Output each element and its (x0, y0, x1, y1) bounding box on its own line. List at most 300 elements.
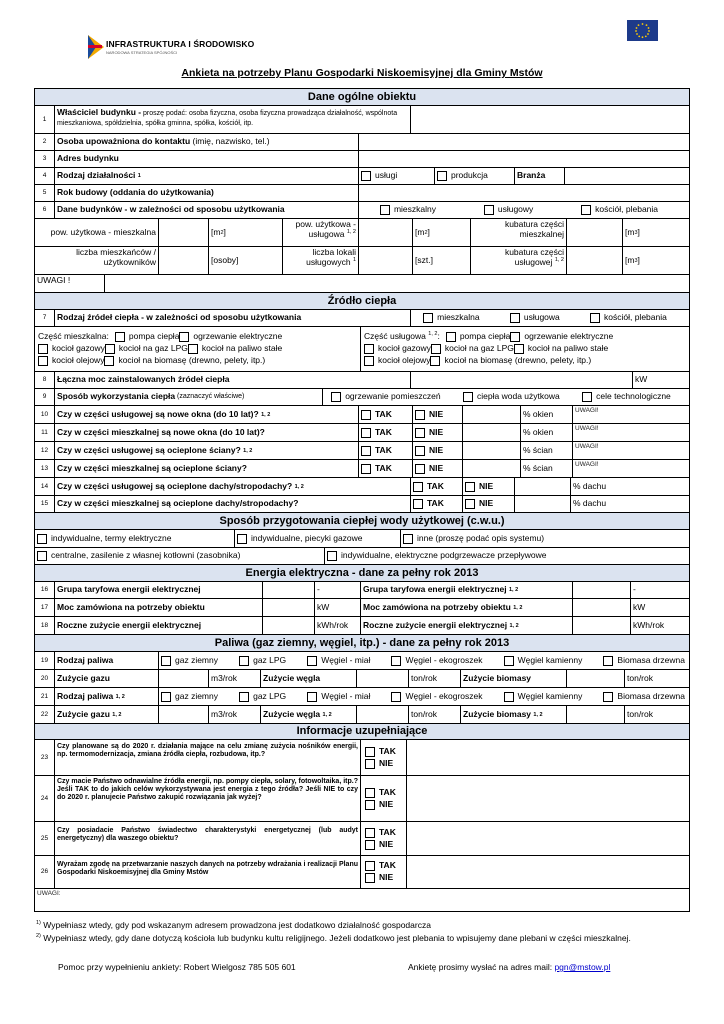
unit-m3-year: m3/rok (209, 706, 261, 723)
opt-gas-boiler[interactable] (364, 344, 431, 354)
checkbox[interactable] (361, 464, 371, 474)
checkbox[interactable] (510, 332, 520, 342)
opt-oil-boiler[interactable] (38, 356, 104, 366)
row-1 (35, 106, 689, 134)
option-label: Węgiel kamienny (517, 690, 583, 701)
fuel-hard-coal[interactable] (504, 656, 583, 666)
percent-field[interactable] (463, 406, 521, 423)
label-text: Zużycie węgla (263, 708, 321, 719)
remarks-field[interactable] (105, 275, 689, 292)
option-label: gaz LPG (253, 690, 287, 701)
section-title: Paliwa (gaz ziemny, węgiel, itp.) - dane za pełny rok 2013 (35, 635, 689, 651)
answer-no[interactable] (365, 840, 393, 850)
checkbox[interactable] (391, 692, 401, 702)
checkbox[interactable] (239, 692, 249, 702)
checkbox[interactable] (37, 551, 47, 561)
build-year-field[interactable] (359, 185, 689, 201)
row-number: 26 (35, 856, 55, 888)
unit-m3: [m 3 ] (625, 226, 640, 237)
checkbox[interactable] (415, 446, 425, 456)
answer-yes[interactable] (365, 828, 396, 838)
area-services-label (283, 219, 359, 246)
row-number: 15 (35, 496, 55, 512)
checkbox[interactable] (361, 428, 371, 438)
tariff-label: Grupa taryfowa energii elektrycznej (55, 582, 263, 598)
activity-production[interactable] (435, 168, 515, 184)
option-label: indywidualne, termy elektryczne (51, 532, 172, 543)
remarks-final[interactable]: UWAGI: (37, 890, 61, 897)
answer-no[interactable] (413, 442, 463, 459)
opt-oil-boiler[interactable] (364, 356, 430, 366)
checkbox[interactable] (37, 534, 47, 544)
checkbox[interactable] (188, 344, 198, 354)
checkbox[interactable] (510, 313, 520, 323)
question-label: Czy w części usługowej są ocieplone dachy/stropodachy? 1, 2 (55, 478, 411, 495)
row-number: 11 (35, 424, 55, 441)
unit-pieces: [szt.] (413, 247, 471, 274)
checkbox[interactable] (331, 392, 341, 402)
checkbox[interactable] (391, 656, 401, 666)
tariff-field[interactable] (263, 582, 315, 598)
option-label: kocioł na biomasę (drewno, pelety, itp.) (118, 355, 266, 366)
coal-use-field[interactable] (357, 670, 409, 687)
unit-ton-year: ton/rok (409, 706, 461, 723)
section-title: Energia elektryczna - dane za pełny rok 2013 (35, 565, 689, 581)
question-text: Czy w części usługowej są nowe okna (do 10 lat)? (57, 408, 259, 419)
row-18 (35, 617, 689, 635)
fuel-lpg[interactable] (239, 692, 286, 702)
coal-use-label: Zużycie węgla 1, 2 (261, 706, 357, 723)
hw-central[interactable] (35, 548, 325, 564)
checkbox[interactable] (465, 482, 475, 492)
answer-yes[interactable] (411, 496, 463, 512)
row-number: 6 (35, 202, 55, 218)
biomass-use-field[interactable] (567, 706, 625, 723)
checkbox[interactable] (115, 332, 125, 342)
option-label: kocioł na gaz LPG (444, 343, 514, 354)
checkbox[interactable] (327, 551, 337, 561)
row-number: 12 (35, 442, 55, 459)
remarks-cell[interactable]: UWAGI! (575, 443, 599, 450)
branch-field[interactable] (565, 168, 689, 184)
checkbox[interactable] (365, 747, 375, 757)
option-label: ciepła woda użytkowa (477, 391, 560, 402)
checkbox[interactable] (415, 464, 425, 474)
answer-yes[interactable] (365, 747, 396, 757)
contact-field[interactable] (359, 134, 689, 150)
row-number: 7 (35, 310, 55, 326)
use-hot-water[interactable] (463, 392, 560, 402)
opt-electric-heating[interactable] (179, 332, 282, 342)
question-label: Czy planowane są do 2020 r. działania mające na celu zmianę zużycia nośników energii, np. termomodernizacja, zmiana źródła ciepła, rozbudowa, itp.? (55, 740, 361, 775)
fuel-hard-coal[interactable] (504, 692, 583, 702)
percent-field[interactable] (463, 424, 521, 441)
checkbox[interactable] (582, 392, 592, 402)
label-text: pow. użytkowa - usługowa (295, 219, 356, 239)
section-header-heat (35, 293, 689, 310)
hot-water-row-2 (35, 548, 689, 565)
fuel-wood-biomass[interactable] (603, 656, 685, 666)
opt-electric-heating[interactable] (510, 332, 613, 342)
answer-field[interactable] (407, 856, 689, 888)
checkbox[interactable] (590, 313, 600, 323)
fuel-natural-gas[interactable] (161, 692, 218, 702)
option-label: Węgiel - ekogroszek (405, 690, 483, 701)
checkbox[interactable] (603, 692, 613, 702)
percent-field[interactable] (515, 496, 571, 512)
section-header-electricity (35, 565, 689, 582)
area-services-field[interactable] (359, 219, 413, 246)
answer-no[interactable] (365, 759, 393, 769)
checkbox[interactable] (365, 800, 375, 810)
section-header-general (35, 89, 689, 106)
checkbox[interactable] (603, 656, 613, 666)
opt-heat-pump[interactable] (446, 332, 511, 342)
unit-close: ] (637, 226, 640, 237)
fuel-eco-pea[interactable] (391, 656, 482, 666)
checkbox[interactable] (431, 344, 441, 354)
branch-label: Branża (515, 168, 565, 184)
ordered-power-label: Moc zamówiona na potrzeby obiektu (55, 599, 263, 616)
answer-no[interactable] (463, 478, 515, 495)
label-hint: (zaznaczyć właściwe) (175, 392, 245, 400)
opt-lpg-boiler[interactable] (431, 344, 514, 354)
usage-residential[interactable] (380, 205, 436, 215)
checkbox[interactable] (413, 482, 423, 492)
answer-yes[interactable] (365, 788, 396, 798)
heat-source-label: Rodzaj źródeł ciepła - w zależności od sposobu użytkowania (55, 310, 411, 326)
programme-logo-icon (84, 33, 108, 61)
answer-yes[interactable] (359, 442, 413, 459)
checkbox[interactable] (104, 356, 114, 366)
checkbox[interactable] (415, 428, 425, 438)
footnote-text: Wypełniasz wtedy, gdy pod wskazanym adresem prowadzona jest dodatkowo działalność gospodarcza (43, 920, 431, 930)
owner-label: Właściciel budynku - (57, 107, 142, 117)
checkbox[interactable] (504, 656, 514, 666)
address-label: Adres budynku (55, 151, 359, 167)
footnote-mark: 1) (36, 920, 41, 927)
row-7 (35, 310, 689, 327)
checkbox[interactable] (365, 759, 375, 769)
checkbox[interactable] (361, 171, 371, 181)
gas-use-field[interactable] (159, 706, 209, 723)
heat-church[interactable] (590, 313, 667, 323)
fuel-wood-biomass[interactable] (603, 692, 685, 702)
checkbox[interactable] (364, 356, 374, 366)
answer-yes[interactable] (359, 406, 413, 423)
hw-other[interactable] (401, 530, 689, 547)
premises-field[interactable] (359, 247, 413, 274)
tariff-unit-2: - (633, 584, 636, 595)
checkbox[interactable] (237, 534, 247, 544)
fuel-coal-dust[interactable] (307, 656, 370, 666)
row-12 (35, 442, 689, 460)
option-label: indywidualne, elektryczne podgrzewacze przepływowe (341, 550, 547, 561)
option-label: ogrzewanie elektryczne (524, 331, 614, 342)
row-number: 21 (35, 688, 55, 705)
checkbox[interactable] (105, 344, 115, 354)
heat-source-grid (35, 327, 689, 372)
fuel-natural-gas[interactable] (161, 656, 218, 666)
checkbox[interactable] (161, 692, 171, 702)
checkbox[interactable] (38, 356, 48, 366)
unit-text: [m (625, 226, 635, 237)
ordered-power-field[interactable] (263, 599, 315, 616)
checkbox[interactable] (423, 313, 433, 323)
residents-field[interactable] (159, 247, 209, 274)
option-label: TAK (379, 860, 396, 871)
checkbox[interactable] (361, 446, 371, 456)
label-text: Moc zamówiona na potrzeby obiektu (363, 601, 511, 612)
option-label: gaz ziemny (175, 690, 218, 701)
row-number: 25 (35, 822, 55, 855)
footnote-2 (36, 933, 692, 944)
fuel-options (159, 688, 689, 705)
checkbox[interactable] (413, 499, 423, 509)
checkbox[interactable] (437, 171, 447, 181)
question-label: Czy w części mieszkalnej są nowe okna (do 10 lat)? (55, 424, 359, 441)
answer-no[interactable] (463, 496, 515, 512)
row-number: 5 (35, 185, 55, 201)
option-label: usługowa (523, 312, 560, 323)
percent-unit: % dachu (573, 480, 607, 491)
checkbox[interactable] (484, 205, 494, 215)
question-label: Wyrażam zgodę na przetwarzanie naszych danych na potrzeby wdrażania i realizacji Planu Gospodarki Niskoemisyjnej dla Gminy Mstów (55, 856, 361, 888)
checkbox[interactable] (161, 656, 171, 666)
checkbox[interactable] (380, 205, 390, 215)
opt-solid-fuel-boiler[interactable] (514, 344, 608, 354)
option-label: NIE (429, 426, 444, 437)
row-21 (35, 688, 689, 706)
unit-close: ] (427, 226, 430, 237)
opt-biomass-boiler[interactable] (104, 356, 265, 366)
unit-ton-year: ton/rok (409, 670, 461, 687)
activity-label: Rodzaj działalności 1 (55, 168, 359, 184)
remarks-cell[interactable]: UWAGI! (575, 425, 599, 432)
unit-text: [m (415, 226, 425, 237)
annual-use-label: Roczne zużycie energii elektrycznej (55, 617, 263, 634)
footnote-1 (36, 920, 696, 931)
checkbox[interactable] (364, 344, 374, 354)
row-number: 16 (35, 582, 55, 598)
checkbox[interactable] (239, 656, 249, 666)
answer-no[interactable] (413, 406, 463, 423)
row-number: 2 (35, 134, 55, 150)
option-label: kocioł olejowy (378, 355, 431, 366)
fuel-eco-pea[interactable] (391, 692, 482, 702)
row-13 (35, 460, 689, 478)
checkbox[interactable] (365, 861, 375, 871)
answer-no[interactable] (413, 424, 463, 441)
percent-field[interactable] (515, 478, 571, 495)
opt-solid-fuel-boiler[interactable] (188, 344, 282, 354)
checkbox[interactable] (514, 344, 524, 354)
gas-use-label: Zużycie gazu (55, 670, 159, 687)
label-colon: : (437, 331, 440, 342)
use-technological[interactable] (582, 392, 671, 402)
usage-services[interactable] (484, 205, 533, 215)
residential-line-1 (38, 331, 282, 343)
opt-gas-boiler[interactable] (38, 344, 105, 354)
answer-field[interactable] (407, 822, 689, 855)
row-6 (35, 202, 689, 219)
annual-use-field-2[interactable] (573, 617, 631, 634)
option-label: mieszkalna (437, 312, 480, 323)
row-number: 18 (35, 617, 55, 634)
row-24 (35, 776, 689, 822)
usage-church[interactable] (581, 205, 658, 215)
footnote-mark: 2) (36, 933, 41, 940)
total-power-label: Łączna moc zainstalowanych źródeł ciepła (55, 372, 411, 388)
row-number: 24 (35, 776, 55, 821)
option-label: NIE (429, 444, 444, 455)
hw-flow-heaters[interactable] (325, 548, 689, 564)
question-label: Czy w części usługowej są nowe okna (do 10 lat)? 1, 2 (55, 406, 359, 423)
checkbox[interactable] (465, 499, 475, 509)
contact-label: Osoba upoważniona do kontaktu (57, 136, 191, 147)
section-header-hot-water (35, 513, 689, 530)
heat-residential[interactable] (423, 313, 480, 323)
gas-use-field[interactable] (159, 670, 209, 687)
checkbox[interactable] (504, 692, 514, 702)
checkbox[interactable] (38, 344, 48, 354)
label-text: Rodzaj paliwa (57, 690, 114, 701)
owner-field[interactable] (411, 106, 689, 133)
opt-lpg-boiler[interactable] (105, 344, 188, 354)
row-17 (35, 599, 689, 617)
answer-yes[interactable] (359, 424, 413, 441)
remarks-cell[interactable]: UWAGI! (575, 461, 599, 468)
question-label: Czy w części mieszkalnej są ocieplone dachy/stropodachy? (55, 496, 411, 512)
unit-close: ] (637, 254, 640, 265)
percent-unit: % okien (521, 424, 573, 441)
answer-yes[interactable] (365, 861, 396, 871)
question-text: Czy w części usługowej są ocieplone dachy/stropodachy? (57, 480, 293, 491)
heat-use-options (323, 389, 689, 405)
row-number: 17 (35, 599, 55, 616)
checkbox[interactable] (415, 410, 425, 420)
hw-electric-boilers[interactable] (35, 530, 235, 547)
total-power-field[interactable] (411, 372, 633, 388)
option-label: TAK (375, 444, 392, 455)
row-number: 4 (35, 168, 55, 184)
hot-water-row-1 (35, 530, 689, 548)
option-label: ogrzewanie pomieszczeń (345, 391, 441, 402)
tariff-field-2[interactable] (573, 582, 631, 598)
row-4 (35, 168, 689, 185)
answer-field[interactable] (407, 740, 689, 775)
logo-subtitle: NARODOWA STRATEGIA SPÓJNOŚCI (106, 50, 178, 55)
remarks-cell[interactable]: UWAGI! (575, 407, 599, 414)
answer-no[interactable] (413, 460, 463, 477)
residential-sources (35, 327, 361, 371)
label-text: Część usługowa (364, 331, 426, 342)
checkbox[interactable] (581, 205, 591, 215)
answer-options (361, 776, 407, 821)
answer-no[interactable] (365, 800, 393, 810)
checkbox[interactable] (307, 692, 317, 702)
checkbox[interactable] (463, 392, 473, 402)
opt-heat-pump[interactable] (115, 332, 180, 342)
biomass-use-field[interactable] (567, 670, 625, 687)
coal-use-field[interactable] (357, 706, 409, 723)
checkbox[interactable] (430, 356, 440, 366)
opt-biomass-boiler[interactable] (430, 356, 591, 366)
fuel-coal-dust[interactable] (307, 692, 370, 702)
answer-yes[interactable] (411, 478, 463, 495)
option-label: usługi (375, 170, 398, 181)
checkbox[interactable] (365, 840, 375, 850)
checkbox[interactable] (361, 410, 371, 420)
unit-persons: [osoby] (209, 247, 283, 274)
use-space-heating[interactable] (331, 392, 440, 402)
row-label (55, 106, 411, 133)
ordered-power-field-2[interactable] (573, 599, 631, 616)
row-number: 1 (35, 106, 55, 133)
option-label: NIE (429, 462, 444, 473)
answer-no[interactable] (365, 873, 393, 883)
option-label: kościół, plebania (604, 312, 667, 323)
heat-source-options (411, 310, 689, 326)
row-number: 19 (35, 652, 55, 669)
row-3 (35, 151, 689, 168)
volume-services-field[interactable] (567, 247, 623, 274)
option-label: kościół, plebania (595, 204, 659, 215)
email-link[interactable]: pgn@mstow.pl (554, 962, 611, 972)
build-year-label: Rok budowy (oddania do użytkowania) (55, 185, 359, 201)
checkbox[interactable] (179, 332, 189, 342)
checkbox[interactable] (365, 788, 375, 798)
address-field[interactable] (359, 151, 689, 167)
annual-use-field[interactable] (263, 617, 315, 634)
label-text: kubatura części usługowej (504, 247, 564, 267)
checkbox[interactable] (365, 828, 375, 838)
percent-unit: % ścian (521, 460, 573, 477)
fuel-lpg[interactable] (239, 656, 286, 666)
unit-kw: kW (635, 374, 648, 385)
checkbox[interactable] (307, 656, 317, 666)
fuel-type-label: Rodzaj paliwa (55, 652, 159, 669)
volume-services-label (471, 247, 567, 274)
heat-services[interactable] (510, 313, 560, 323)
area-residential-field[interactable] (159, 219, 209, 246)
option-label: NIE (379, 838, 394, 849)
option-label: mieszkalny (393, 204, 436, 215)
tariff-unit: - (315, 582, 361, 598)
answer-yes[interactable] (359, 460, 413, 477)
answer-field[interactable] (407, 776, 689, 821)
option-label: inne (proszę podać opis systemu) (417, 532, 545, 543)
footnote-mark: 1, 2 (346, 228, 356, 235)
unit-m2: [m 2 ] (413, 219, 471, 246)
checkbox[interactable] (446, 332, 456, 342)
row-5 (35, 185, 689, 202)
ordered-power-label-2: Moc zamówiona na potrzeby obiektu 1, 2 (361, 599, 573, 616)
hw-gas-heaters[interactable] (235, 530, 401, 547)
checkbox[interactable] (403, 534, 413, 544)
row-number: 9 (35, 389, 55, 405)
percent-field[interactable] (463, 460, 521, 477)
checkbox[interactable] (365, 873, 375, 883)
send-info (408, 962, 610, 973)
volume-residential-field[interactable] (567, 219, 623, 246)
activity-services[interactable] (359, 168, 435, 184)
biomass-use-label: Zużycie biomasy 1, 2 (461, 706, 567, 723)
label-text: Zużycie biomasy (463, 708, 532, 719)
percent-field[interactable] (463, 442, 521, 459)
question-text: Czy w części usługowej są ocieplone ściany? (57, 444, 241, 455)
row-20 (35, 670, 689, 688)
